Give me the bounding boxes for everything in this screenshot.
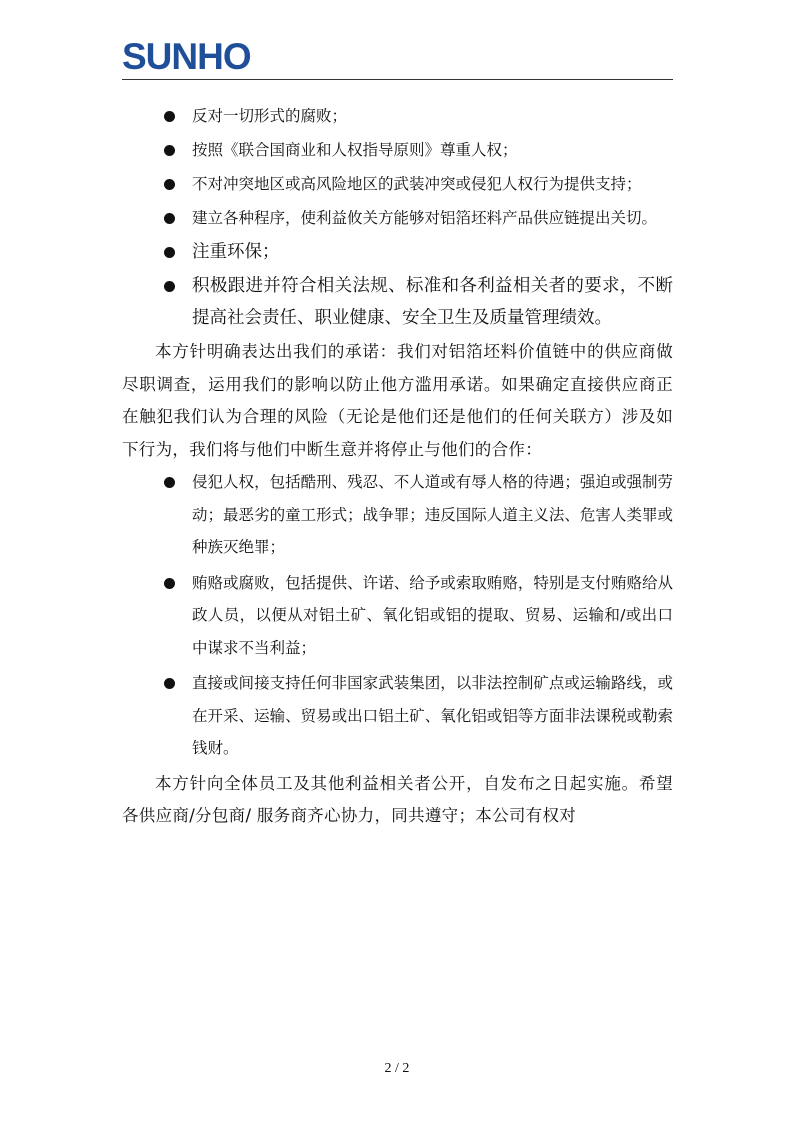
document-body (122, 100, 673, 833)
bullet-icon (164, 111, 175, 122)
list-item (122, 134, 673, 166)
list-item (122, 236, 673, 268)
bullet-icon (164, 179, 175, 190)
list-item (122, 567, 673, 665)
publication-paragraph: 本方针向全体员工及其他利益相关者公开，自发布之日起实施。希望各供应商/分包商/ 服务商齐心协力，同共遵守；本公司有权对 (122, 773, 673, 825)
list-item (122, 202, 673, 234)
list-item (122, 270, 673, 334)
list-item-text: 侵犯人权，包括酷刑、残忍、不人道或有辱人格的待遇；强迫或强制劳动；最恶劣的童工形式；战争罪；违反国际人道主义法、危害人类罪或种族灭绝罪； (192, 473, 673, 556)
list-item-text: 直接或间接支持任何非国家武装集团，以非法控制矿点或运输路线，或在开采、运输、贸易或出口铝土矿、氧化铝或铝等方面非法课税或勒索钱财。 (192, 674, 673, 757)
bullet-icon (164, 281, 175, 292)
list-item-text: 按照《联合国商业和人权指导原则》尊重人权； (192, 141, 518, 159)
bullet-icon (164, 213, 175, 224)
commitment-paragraph: 本方针明确表达出我们的承诺：我们对铝箔坯料价值链中的供应商做尽职调查，运用我们的影响以防止他方滥用承诺。如果确定直接供应商正在触犯我们认为合理的风险（无论是他们还是他们的任何关联方）涉及如下行为，我们将与他们中断生意并将停止与他们的合作： (122, 342, 673, 459)
list-item (122, 667, 673, 765)
bullet-icon (164, 145, 175, 156)
list-item (122, 466, 673, 564)
bullet-icon (164, 678, 175, 689)
list-item-text: 建立各种程序，使利益攸关方能够对铝箔坯料产品供应链提出关切。 (192, 209, 658, 227)
list-item-text: 不对冲突地区或高风险地区的武装冲突或侵犯人权行为提供支持； (192, 175, 642, 193)
bullet-icon (164, 477, 175, 488)
prohibited-conduct-list (122, 466, 673, 765)
bullet-icon (164, 578, 175, 589)
page-number: 2 / 2 (384, 1061, 410, 1076)
sunho-logo: SUNHO (122, 36, 251, 77)
list-item (122, 100, 673, 132)
policy-commitments-list (122, 100, 673, 334)
list-item-text: 积极跟进并符合相关法规、标准和各利益相关者的要求，不断提高社会责任、职业健康、安全卫生及质量管理绩效。 (192, 276, 673, 328)
list-item (122, 168, 673, 200)
header-divider (122, 79, 673, 80)
list-item-text: 反对一切形式的腐败； (192, 107, 348, 125)
list-item-text: 注重环保； (192, 242, 280, 262)
bullet-icon (164, 247, 175, 258)
list-item-text: 贿赂或腐败，包括提供、许诺、给予或索取贿赂，特别是支付贿赂给从政人员，以便从对铝土矿、氧化铝或铝的提取、贸易、运输和/或出口中谋求不当利益； (192, 573, 673, 657)
